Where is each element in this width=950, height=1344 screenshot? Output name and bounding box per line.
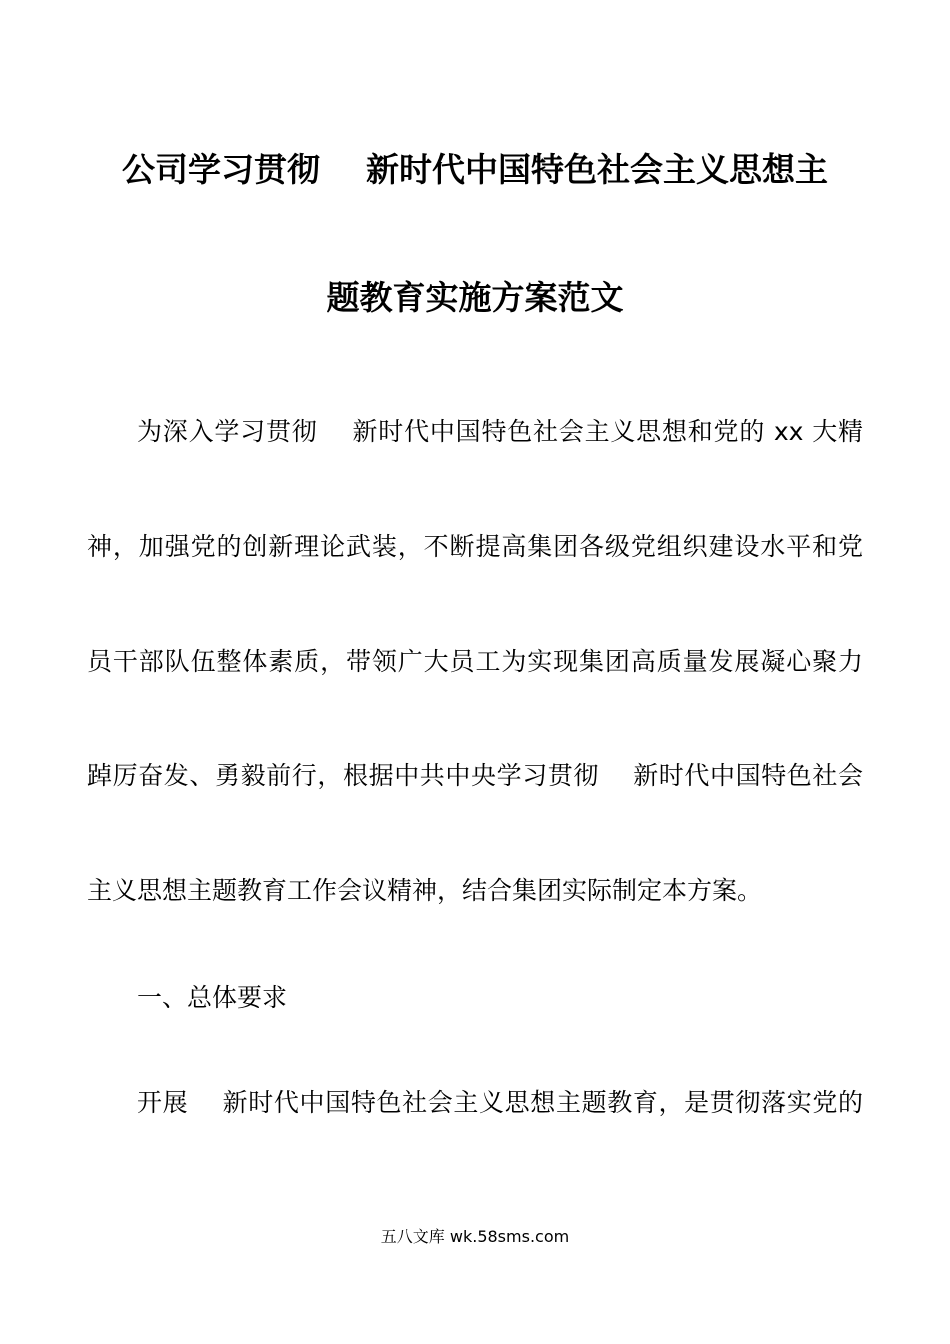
- paragraph-1-line-2: 神，加强党的创新理论武装，不断提高集团各级党组织建设水平和党: [87, 532, 863, 561]
- paragraph-1-line-3: 员干部队伍整体素质，带领广大员工为实现集团高质量发展凝心聚力: [87, 647, 863, 676]
- paragraph-1-line-5: 主义思想主题教育工作会议精神，结合集团实际制定本方案。: [87, 876, 763, 905]
- paragraph-1-line-1: 为深入学习贯彻 新时代中国特色社会主义思想和党的 xx 大精: [137, 417, 863, 446]
- paragraph-2-line-1: 开展 新时代中国特色社会主义思想主题教育，是贯彻落实党的: [137, 1088, 863, 1117]
- document-title-line-1: 公司学习贯彻 新时代中国特色社会主义思想主: [122, 150, 828, 189]
- document-title-line-2: 题教育实施方案范文: [326, 278, 624, 317]
- section-1-heading: 一、总体要求: [137, 983, 288, 1012]
- paragraph-1-line-4: 踔厉奋发、勇毅前行，根据中共中央学习贯彻 新时代中国特色社会: [87, 761, 863, 790]
- footer-watermark: 五八文库 wk.58sms.com: [380, 1227, 570, 1246]
